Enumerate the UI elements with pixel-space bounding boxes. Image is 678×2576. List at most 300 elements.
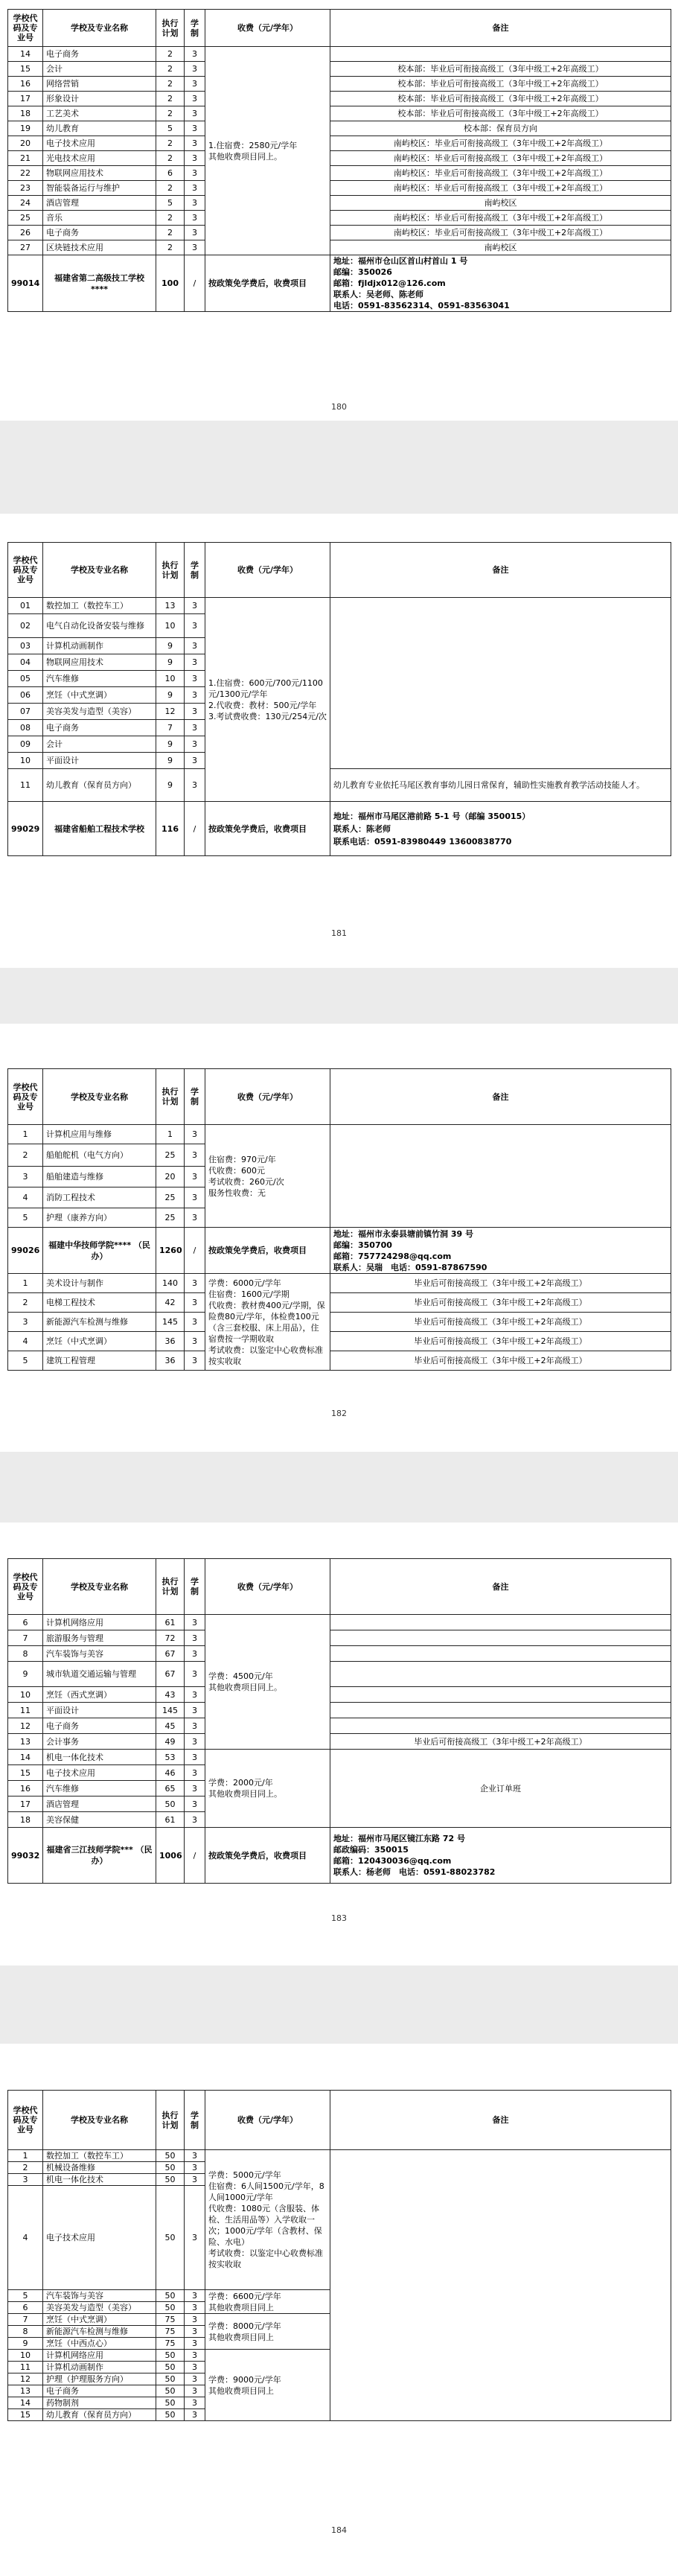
major-years: 3 (185, 1750, 205, 1765)
major-plan: 36 (156, 1351, 185, 1371)
major-name: 护理（康养方向） (43, 1208, 156, 1228)
table-row (8, 2150, 671, 2162)
major-plan: 67 (156, 1646, 185, 1662)
school-row (8, 802, 671, 856)
admission-table (7, 542, 671, 856)
major-years: 3 (185, 47, 205, 62)
major-remark: 毕业后可衔接高级工（3年中级工+2年高级工） (330, 1293, 671, 1313)
major-plan: 2 (156, 151, 185, 166)
page-number: 180 (331, 402, 347, 412)
major-plan: 5 (156, 196, 185, 211)
major-plan: 75 (156, 2338, 185, 2350)
school-years: / (185, 1228, 205, 1274)
table-row (8, 1313, 671, 1332)
major-code: 26 (8, 226, 43, 240)
major-remark (330, 1646, 671, 1662)
major-plan: 10 (156, 614, 185, 638)
major-code: 12 (8, 1718, 43, 1734)
major-code: 3 (8, 2174, 43, 2186)
header-code: 学校代码及专业号 (8, 1559, 43, 1615)
remark-empty (330, 1125, 671, 1228)
major-name: 美容美发与造型（美容） (43, 2302, 156, 2314)
major-years: 3 (185, 1144, 205, 1167)
major-plan: 12 (156, 704, 185, 720)
major-name: 网络营销 (43, 77, 156, 92)
major-plan: 50 (156, 1796, 185, 1812)
table-row (8, 1646, 671, 1662)
page-180 (0, 0, 678, 421)
major-remark (330, 1687, 671, 1703)
major-code: 14 (8, 1750, 43, 1765)
major-plan: 42 (156, 1293, 185, 1313)
school-address: 地址：福州市马尾区镜江东路 72 号 (333, 1834, 465, 1843)
major-name: 建筑工程管理 (43, 1351, 156, 1371)
major-plan: 9 (156, 687, 185, 704)
major-name: 汽车维修 (43, 1781, 156, 1796)
major-code: 16 (8, 1781, 43, 1796)
school-years: / (185, 1828, 205, 1884)
fee-cell: 1.住宿费：600元/700元/1100元/1300元/学年 2.代收费：教材：500元/学年 3.考试费收费：130元/254元/次 (205, 598, 330, 802)
major-plan: 2 (156, 181, 185, 196)
major-plan: 2 (156, 47, 185, 62)
major-plan: 145 (156, 1313, 185, 1332)
major-remark: 毕业后可衔接高级工（3年中级工+2年高级工） (330, 1351, 671, 1371)
major-name: 汽车装饰与美容 (43, 2290, 156, 2302)
page-number: 181 (331, 928, 347, 938)
major-name: 护理（护理服务方向） (43, 2373, 156, 2385)
fee-cell: 学费：9000元/学年 其他收费项目同上 (205, 2350, 330, 2421)
major-name: 幼儿教育（保育员方向） (43, 2409, 156, 2421)
header-remark: 备注 (330, 10, 671, 47)
table-row (8, 1703, 671, 1718)
major-years: 3 (185, 654, 205, 671)
major-code: 7 (8, 2314, 43, 2326)
major-years: 3 (185, 2302, 205, 2314)
major-name: 烹饪（中西点心） (43, 2338, 156, 2350)
major-code: 1 (8, 1125, 43, 1144)
school-plan: 116 (156, 802, 185, 856)
school-name: 福建中华技师学院**** （民办） (43, 1228, 156, 1274)
major-code: 2 (8, 1144, 43, 1167)
school-email: 邮箱：120430036@qq.com (333, 1856, 452, 1866)
school-contact-block (330, 1828, 671, 1884)
major-years: 3 (185, 240, 205, 255)
major-years: 3 (185, 2409, 205, 2421)
major-code: 06 (8, 687, 43, 704)
major-years: 3 (185, 753, 205, 769)
admission-table (7, 1068, 671, 1371)
table-row (8, 1734, 671, 1750)
school-postcode: 邮编：350026 (333, 267, 392, 277)
major-plan: 72 (156, 1630, 185, 1646)
table-row (8, 121, 671, 136)
major-years: 3 (185, 2362, 205, 2373)
header-fee: 收费（元/学年） (205, 2091, 330, 2150)
major-code: 24 (8, 196, 43, 211)
major-years: 3 (185, 1718, 205, 1734)
table-row (8, 769, 671, 802)
page-number: 183 (331, 1913, 347, 1923)
major-code: 12 (8, 2373, 43, 2385)
major-remark (330, 1703, 671, 1718)
major-years: 3 (185, 2350, 205, 2362)
school-contact: 联系人：杨老师 电话：0591-88023782 (333, 1867, 496, 1877)
school-contact-block (330, 255, 671, 312)
major-years: 3 (185, 181, 205, 196)
school-years: / (185, 255, 205, 312)
table-row (8, 1351, 671, 1371)
fee-cell: 住宿费：970元/年 代收费：600元 考试收费：260元/次 服务性收费：无 (205, 1125, 330, 1228)
major-code: 4 (8, 1332, 43, 1351)
major-years: 3 (185, 1781, 205, 1796)
major-years: 3 (185, 1125, 205, 1144)
school-contact-block (330, 802, 671, 856)
major-years: 3 (185, 2290, 205, 2302)
major-plan: 50 (156, 2409, 185, 2421)
table-row (8, 1750, 671, 1765)
school-name: 福建省船舶工程技术学校 (43, 802, 156, 856)
major-plan: 53 (156, 1750, 185, 1765)
school-phone: 电话：0591-83562314、0591-83563041 (333, 301, 510, 310)
major-plan: 9 (156, 654, 185, 671)
major-years: 3 (185, 1662, 205, 1687)
major-remark: 校本部：毕业后可衔接高级工（3年中级工+2年高级工） (330, 77, 671, 92)
major-name: 电子技术应用 (43, 1765, 156, 1781)
major-code: 11 (8, 1703, 43, 1718)
major-code: 3 (8, 1313, 43, 1332)
major-remark: 南屿校区：毕业后可衔接高级工（3年中级工+2年高级工） (330, 181, 671, 196)
major-remark: 校本部：毕业后可衔接高级工（3年中级工+2年高级工） (330, 106, 671, 121)
page-182 (0, 1024, 678, 1452)
school-contact: 联系人：陈老师 (333, 823, 391, 834)
table-row (8, 1687, 671, 1703)
table-row (8, 196, 671, 211)
major-code: 14 (8, 2397, 43, 2409)
major-name: 会计 (43, 736, 156, 753)
header-remark: 备注 (330, 543, 671, 598)
major-name: 美术设计与制作 (43, 1274, 156, 1293)
major-code: 10 (8, 753, 43, 769)
major-plan: 36 (156, 1332, 185, 1351)
major-code: 6 (8, 2302, 43, 2314)
major-code: 1 (8, 2150, 43, 2162)
major-name: 平面设计 (43, 1703, 156, 1718)
major-name: 酒店管理 (43, 1796, 156, 1812)
major-remark: 毕业后可衔接高级工（3年中级工+2年高级工） (330, 1734, 671, 1750)
major-years: 3 (185, 196, 205, 211)
major-plan: 2 (156, 92, 185, 106)
major-name: 计算机网络应用 (43, 2350, 156, 2362)
school-code: 99032 (8, 1828, 43, 1884)
major-code: 03 (8, 638, 43, 654)
major-remark: 校本部：保育员方向 (330, 121, 671, 136)
major-name: 新能源汽车检测与维修 (43, 1313, 156, 1332)
major-years: 3 (185, 2314, 205, 2326)
table-row (8, 1332, 671, 1351)
school-fee: 按政策免学费后，收费项目 (205, 1828, 330, 1884)
major-years: 3 (185, 1332, 205, 1351)
table-row (8, 226, 671, 240)
fee-cell: 学费：5000元/学年 住宿费：6人间1500元/学年，8人间1000元/学年 代收费：1080元（含服装、体检、生活用品等）入学收取一次；1000元/学年（含教材、保险、水电） 考试收费：以鉴定中心收费标准按实收取 (205, 2150, 330, 2290)
major-remark: 南屿校区：毕业后可衔接高级工（3年中级工+2年高级工） (330, 151, 671, 166)
major-plan: 50 (156, 2302, 185, 2314)
major-code: 10 (8, 1687, 43, 1703)
admission-table (7, 2090, 671, 2421)
table-row (8, 151, 671, 166)
school-plan: 100 (156, 255, 185, 312)
major-years: 3 (185, 1293, 205, 1313)
major-years: 3 (185, 2174, 205, 2186)
table-row (8, 211, 671, 226)
school-row (8, 1828, 671, 1884)
header-years: 学制 (185, 10, 205, 47)
major-code: 15 (8, 62, 43, 77)
major-remark (330, 1630, 671, 1646)
header-name: 学校及专业名称 (43, 1069, 156, 1125)
header-fee: 收费（元/学年） (205, 1069, 330, 1125)
table-row (8, 92, 671, 106)
major-years: 3 (185, 136, 205, 151)
major-name: 汽车维修 (43, 671, 156, 687)
major-years: 3 (185, 704, 205, 720)
major-name: 计算机网络应用 (43, 1615, 156, 1630)
major-years: 3 (185, 687, 205, 704)
school-name: 福建省三江技师学院*** （民办） (43, 1828, 156, 1884)
major-name: 新能源汽车检测与维修 (43, 2326, 156, 2338)
major-plan: 5 (156, 121, 185, 136)
major-years: 3 (185, 166, 205, 181)
page-181 (0, 514, 678, 968)
major-remark: 企业订单班 (330, 1750, 671, 1828)
major-plan: 20 (156, 1167, 185, 1187)
major-plan: 6 (156, 166, 185, 181)
major-years: 3 (185, 671, 205, 687)
major-years: 3 (185, 1167, 205, 1187)
major-name: 光电技术应用 (43, 151, 156, 166)
major-plan: 50 (156, 2397, 185, 2409)
school-postcode: 邮政编码：350015 (333, 1845, 409, 1855)
major-remark: 南屿校区：毕业后可衔接高级工（3年中级工+2年高级工） (330, 226, 671, 240)
major-code: 08 (8, 720, 43, 736)
major-years: 3 (185, 106, 205, 121)
major-remark: 毕业后可衔接高级工（3年中级工+2年高级工） (330, 1274, 671, 1293)
school-email: 邮箱：fjldjx012@126.com (333, 278, 446, 288)
header-years: 学制 (185, 1069, 205, 1125)
major-plan: 50 (156, 2373, 185, 2385)
major-remark: 南屿校区：毕业后可衔接高级工（3年中级工+2年高级工） (330, 211, 671, 226)
school-contact-block (330, 1228, 671, 1274)
major-code: 17 (8, 92, 43, 106)
major-name: 城市轨道交通运输与管理 (43, 1662, 156, 1687)
major-code: 7 (8, 1630, 43, 1646)
page-183 (0, 1523, 678, 1966)
major-name: 工艺美术 (43, 106, 156, 121)
major-code: 02 (8, 614, 43, 638)
table-row (8, 1615, 671, 1630)
major-code: 21 (8, 151, 43, 166)
major-plan: 49 (156, 1734, 185, 1750)
major-years: 3 (185, 1734, 205, 1750)
major-plan: 1 (156, 1125, 185, 1144)
major-years: 3 (185, 2186, 205, 2290)
major-name: 电梯工程技术 (43, 1293, 156, 1313)
table-row (8, 1718, 671, 1734)
remark-empty (330, 2150, 671, 2421)
fee-cell: 1.住宿费：2580元/学年 其他收费项目同上。 (205, 47, 330, 255)
major-name: 电子技术应用 (43, 136, 156, 151)
major-name: 计算机动画制作 (43, 638, 156, 654)
major-code: 15 (8, 1765, 43, 1781)
fee-cell: 学费：4500元/年 其他收费项目同上。 (205, 1615, 330, 1750)
major-remark (330, 1662, 671, 1687)
major-name: 电子技术应用 (43, 2186, 156, 2290)
major-plan: 50 (156, 2385, 185, 2397)
school-email: 邮箱：757724298@qq.com (333, 1251, 452, 1261)
major-plan: 2 (156, 106, 185, 121)
major-plan: 9 (156, 736, 185, 753)
major-plan: 65 (156, 1781, 185, 1796)
major-name: 数控加工（数控车工） (43, 2150, 156, 2162)
major-years: 3 (185, 1646, 205, 1662)
header-remark: 备注 (330, 1069, 671, 1125)
table-row (8, 598, 671, 614)
table-row (8, 1662, 671, 1687)
major-name: 电子商务 (43, 720, 156, 736)
major-code: 4 (8, 1187, 43, 1208)
major-remark: 毕业后可衔接高级工（3年中级工+2年高级工） (330, 1332, 671, 1351)
page-number: 182 (331, 1409, 347, 1418)
major-code: 22 (8, 166, 43, 181)
major-years: 3 (185, 62, 205, 77)
page-number: 184 (331, 2525, 347, 2535)
major-remark: 校本部：毕业后可衔接高级工（3年中级工+2年高级工） (330, 62, 671, 77)
major-plan: 50 (156, 2290, 185, 2302)
major-years: 3 (185, 1274, 205, 1293)
major-code: 04 (8, 654, 43, 671)
major-years: 3 (185, 1796, 205, 1812)
major-plan: 75 (156, 2314, 185, 2326)
major-code: 25 (8, 211, 43, 226)
major-years: 3 (185, 121, 205, 136)
major-name: 烹饪（中式烹调） (43, 1332, 156, 1351)
table-row (8, 1125, 671, 1144)
admission-table (7, 1558, 671, 1884)
major-plan: 50 (156, 2186, 185, 2290)
fee-cell: 学费：6600元/学年 其他收费项目同上 (205, 2290, 330, 2314)
header-remark: 备注 (330, 1559, 671, 1615)
table-row (8, 240, 671, 255)
header-fee: 收费（元/学年） (205, 10, 330, 47)
school-code: 99014 (8, 255, 43, 312)
fee-cell: 学费：8000元/学年 其他收费项目同上 (205, 2314, 330, 2350)
major-years: 3 (185, 1187, 205, 1208)
major-years: 3 (185, 2385, 205, 2397)
header-plan: 执行计划 (156, 1069, 185, 1125)
major-remark: 幼儿教育专业依托马尾区教育事幼儿园日常保育，辅助性实施教育教学活动技能人才。 (330, 769, 671, 802)
major-remark: 南屿校区：毕业后可衔接高级工（3年中级工+2年高级工） (330, 136, 671, 151)
major-plan: 2 (156, 62, 185, 77)
major-code: 13 (8, 1734, 43, 1750)
fee-cell: 学费：2000元/年 其他收费项目同上。 (205, 1750, 330, 1828)
major-code: 07 (8, 704, 43, 720)
major-name: 智能装备运行与维护 (43, 181, 156, 196)
major-code: 2 (8, 2162, 43, 2174)
school-code: 99026 (8, 1228, 43, 1274)
major-remark (330, 598, 671, 769)
major-plan: 67 (156, 1662, 185, 1687)
major-plan: 50 (156, 2162, 185, 2174)
school-fee: 按政策免学费后，收费项目 (205, 255, 330, 312)
school-years: / (185, 802, 205, 856)
header-plan: 执行计划 (156, 1559, 185, 1615)
major-code: 6 (8, 1615, 43, 1630)
major-years: 3 (185, 1765, 205, 1781)
major-name: 酒店管理 (43, 196, 156, 211)
major-years: 3 (185, 1630, 205, 1646)
major-plan: 10 (156, 671, 185, 687)
school-row (8, 1228, 671, 1274)
major-remark: 南屿校区 (330, 196, 671, 211)
header-plan: 执行计划 (156, 2091, 185, 2150)
major-years: 3 (185, 2373, 205, 2385)
major-name: 机电一体化技术 (43, 2174, 156, 2186)
major-name: 药物制剂 (43, 2397, 156, 2409)
major-years: 3 (185, 151, 205, 166)
major-years: 3 (185, 720, 205, 736)
major-code: 05 (8, 671, 43, 687)
school-plan: 1260 (156, 1228, 185, 1274)
major-years: 3 (185, 2397, 205, 2409)
header-code: 学校代码及专业号 (8, 10, 43, 47)
header-code: 学校代码及专业号 (8, 543, 43, 598)
major-name: 数控加工（数控车工） (43, 598, 156, 614)
table-row (8, 1274, 671, 1293)
major-years: 3 (185, 769, 205, 802)
fee-cell: 学费：6000元/学年 住宿费：1600元/学期 代收费：教材费400元/学期，保险费80元/学年，体检费100元（含三套校服、床上用品），住宿费按一学期收取 考试收费：以鉴定中心收费标准按实收取 (205, 1274, 330, 1371)
major-plan: 50 (156, 2362, 185, 2373)
major-plan: 45 (156, 1718, 185, 1734)
major-plan: 61 (156, 1812, 185, 1828)
major-years: 3 (185, 1351, 205, 1371)
school-address: 地址：福州市永泰县塘前镇竹洞 39 号 (333, 1228, 473, 1239)
major-plan: 13 (156, 598, 185, 614)
major-years: 3 (185, 2338, 205, 2350)
school-fee: 按政策免学费后，收费项目 (205, 1228, 330, 1274)
major-plan: 25 (156, 1187, 185, 1208)
major-plan: 2 (156, 77, 185, 92)
major-code: 3 (8, 1167, 43, 1187)
major-code: 5 (8, 1351, 43, 1371)
school-contact: 联系人：吴老师、陈老师 (333, 290, 423, 299)
major-code: 4 (8, 2186, 43, 2290)
major-plan: 2 (156, 240, 185, 255)
school-address: 地址：福州市马尾区港前路 5-1 号（邮编 350015） (333, 811, 531, 821)
major-code: 01 (8, 598, 43, 614)
header-years: 学制 (185, 1559, 205, 1615)
major-code: 5 (8, 1208, 43, 1228)
major-code: 18 (8, 1812, 43, 1828)
major-years: 3 (185, 77, 205, 92)
major-code: 17 (8, 1796, 43, 1812)
table-row (8, 1630, 671, 1646)
table-row (8, 106, 671, 121)
table-row (8, 62, 671, 77)
major-years: 3 (185, 598, 205, 614)
page-184 (0, 2044, 678, 2576)
school-plan: 1006 (156, 1828, 185, 1884)
major-name: 消防工程技术 (43, 1187, 156, 1208)
header-name: 学校及专业名称 (43, 2091, 156, 2150)
